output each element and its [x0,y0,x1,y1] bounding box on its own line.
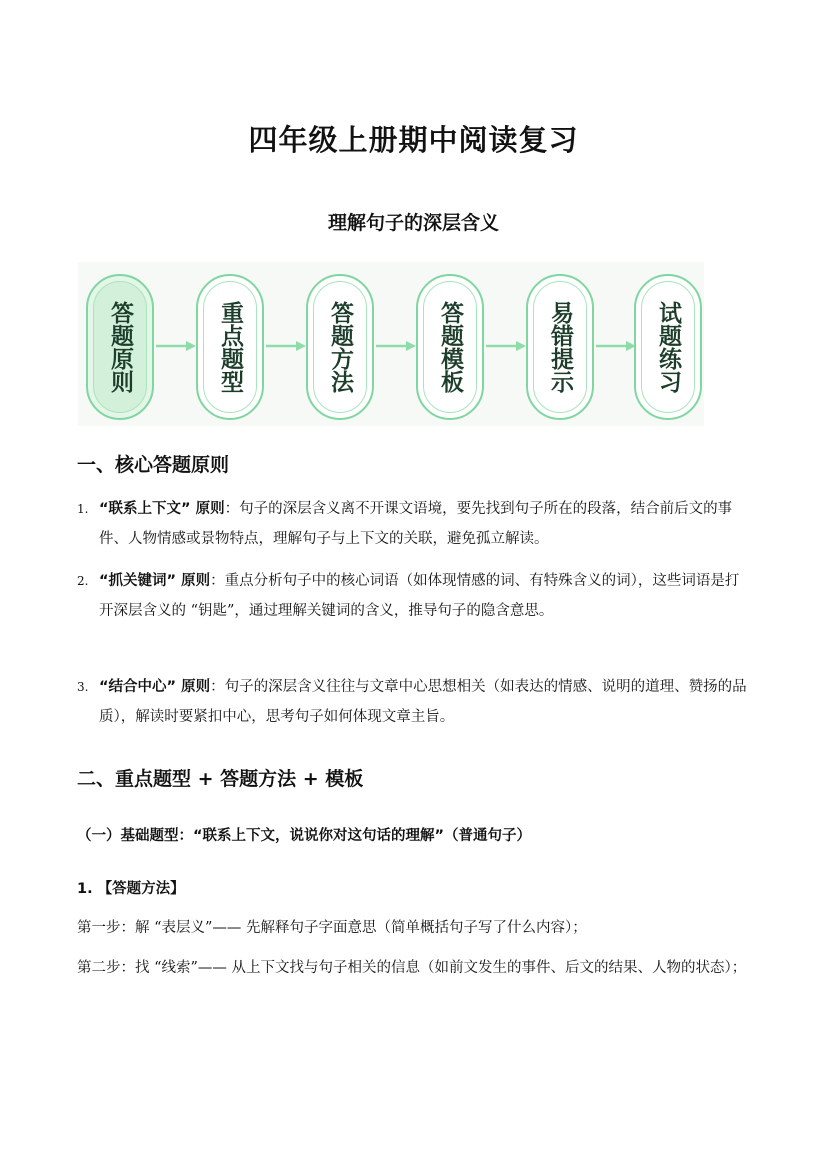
subsection-heading: （一）基础题型：“联系上下文，说说你对这句话的理解”（普通句子） [77,828,532,844]
flow-step-question-types [196,274,264,420]
item-number: 1. [77,502,89,516]
section2-heading: 二、重点题型 + 答题方法 + 模板 [77,768,364,790]
flow-step-methods [306,274,374,420]
flow-step-practice [634,274,702,420]
arrow-right-icon [156,340,196,352]
item-lead: “结合中心” 原则 [99,679,211,695]
arrow-right-icon [486,340,526,352]
flow-step-label: 答题原则 [107,301,133,393]
item-lead: “抓关键词” 原则 [99,573,211,589]
item-number: 3. [77,680,89,694]
flow-banner [78,262,704,426]
method-heading: 1. 【答题方法】 [77,881,185,897]
section1-heading: 一、核心答题原则 [77,454,230,476]
method-step-1: 第一步：解 “表层义”—— 先解释句子字面意思（简单概括句子写了什么内容）； [77,920,587,936]
arrow-right-icon [596,340,636,352]
method-step-2: 第二步：找 “线索”—— 从上下文找与句子相关的信息（如前文发生的事件、后文的结果、人物的状态）； [77,960,747,976]
arrow-right-icon [376,340,416,352]
flow-step-label: 答题方法 [327,301,353,393]
flow-step-label: 易错提示 [547,301,573,393]
flow-step-principles [86,274,154,420]
flow-step-templates [416,274,484,420]
item-text: ：句子的深层含义离不开课文语境，要先找到句子所在的段落，结合前后文的事件、人物情感或景物特点，理解句子与上下文的关联，避免孤立解读。 [99,501,733,547]
principle-item-3 [77,672,747,732]
principle-item-1 [77,494,747,554]
principle-item-2 [77,566,747,626]
page-title: 四年级上册期中阅读复习 [248,123,579,157]
item-lead: “联系上下文” 原则 [99,501,225,517]
flow-step-label: 重点题型 [217,301,243,393]
flow-step-label: 答题模板 [437,301,463,393]
item-text: ：句子的深层含义往往与文章中心思想相关（如表达的情感、说明的道理、赞扬的品质），解读时要紧扣中心，思考句子如何体现文章主旨。 [99,679,747,725]
flow-step-label: 试题练习 [655,301,681,393]
item-text: ：重点分析句子中的核心词语（如体现情感的词、有特殊含义的词），这些词语是打开深层含义的 “钥匙”，通过理解关键词的含义，推导句子的隐含意思。 [99,573,740,619]
arrow-right-icon [266,340,306,352]
page-subtitle: 理解句子的深层含义 [327,212,499,234]
item-number: 2. [77,574,89,588]
flow-step-pitfalls [526,274,594,420]
